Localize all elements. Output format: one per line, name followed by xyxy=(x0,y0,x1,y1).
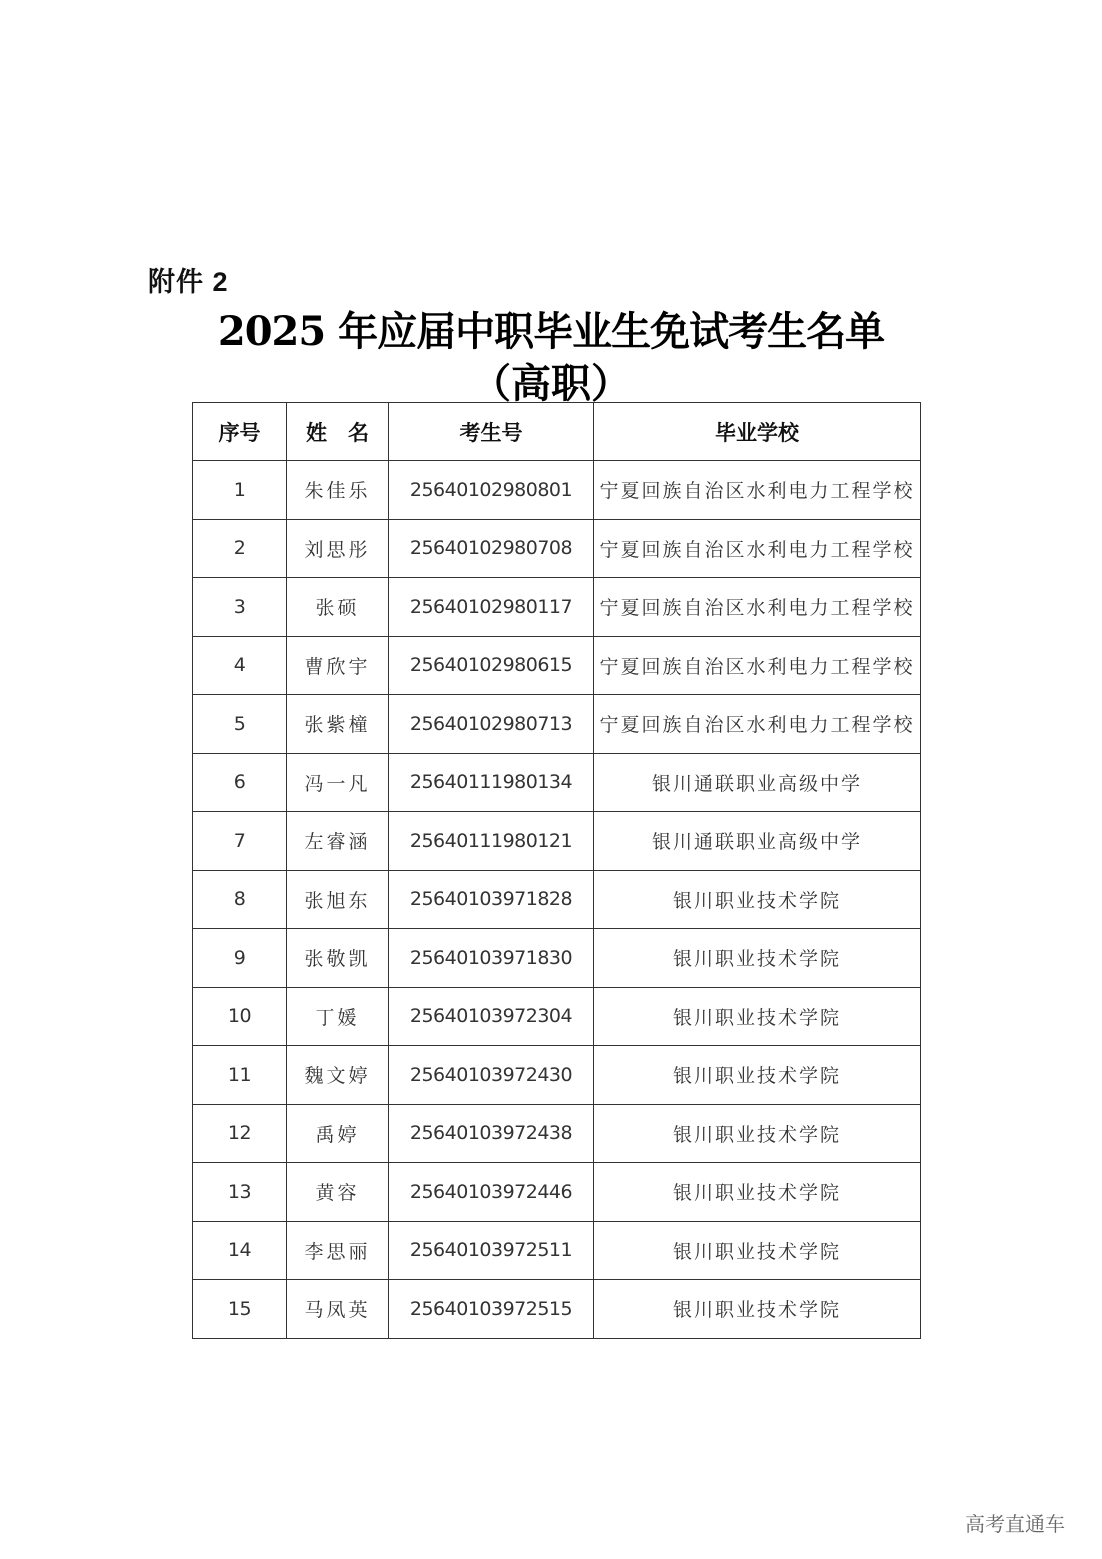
cell-exam-id: 25640103972438 xyxy=(389,1104,594,1163)
header-school: 毕业学校 xyxy=(594,403,921,461)
cell-name: 左睿涵 xyxy=(287,812,389,871)
table-row xyxy=(193,695,921,754)
cell-index: 5 xyxy=(193,695,287,754)
cell-exam-id: 25640111980134 xyxy=(389,753,594,812)
table-body xyxy=(193,461,921,1339)
table-row xyxy=(193,1104,921,1163)
cell-school: 宁夏回族自治区水利电力工程学校 xyxy=(594,695,921,754)
table-row xyxy=(193,1046,921,1105)
cell-name: 张旭东 xyxy=(287,870,389,929)
cell-name: 朱佳乐 xyxy=(287,461,389,520)
student-roster-table xyxy=(192,402,921,1339)
cell-name: 曹欣宇 xyxy=(287,636,389,695)
cell-school: 宁夏回族自治区水利电力工程学校 xyxy=(594,519,921,578)
watermark-text: 高考直通车 xyxy=(965,1512,1065,1536)
cell-name: 魏文婷 xyxy=(287,1046,389,1105)
cell-exam-id: 25640102980117 xyxy=(389,578,594,637)
cell-name: 李思丽 xyxy=(287,1221,389,1280)
table-row xyxy=(193,870,921,929)
cell-school: 宁夏回族自治区水利电力工程学校 xyxy=(594,461,921,520)
cell-school: 宁夏回族自治区水利电力工程学校 xyxy=(594,578,921,637)
table-row xyxy=(193,461,921,520)
cell-exam-id: 25640102980713 xyxy=(389,695,594,754)
header-name: 姓 名 xyxy=(287,403,389,461)
table-row xyxy=(193,636,921,695)
cell-index: 9 xyxy=(193,929,287,988)
cell-exam-id: 25640103972304 xyxy=(389,987,594,1046)
cell-index: 11 xyxy=(193,1046,287,1105)
cell-exam-id: 25640111980121 xyxy=(389,812,594,871)
table-row xyxy=(193,929,921,988)
cell-exam-id: 25640103972446 xyxy=(389,1163,594,1222)
cell-name: 张敬凯 xyxy=(287,929,389,988)
cell-school: 宁夏回族自治区水利电力工程学校 xyxy=(594,636,921,695)
cell-exam-id: 25640102980708 xyxy=(389,519,594,578)
cell-exam-id: 25640103971828 xyxy=(389,870,594,929)
cell-name: 丁媛 xyxy=(287,987,389,1046)
table-row xyxy=(193,812,921,871)
table-row xyxy=(193,1280,921,1339)
cell-school: 银川通联职业高级中学 xyxy=(594,812,921,871)
cell-index: 13 xyxy=(193,1163,287,1222)
cell-name: 刘思彤 xyxy=(287,519,389,578)
cell-index: 6 xyxy=(193,753,287,812)
cell-index: 2 xyxy=(193,519,287,578)
cell-exam-id: 25640102980801 xyxy=(389,461,594,520)
table-row xyxy=(193,1163,921,1222)
document-title: 2025 年应届中职毕业生免试考生名单 xyxy=(217,308,885,355)
attachment-label: 附件 2 xyxy=(148,267,229,297)
table-row xyxy=(193,1221,921,1280)
cell-name: 黄容 xyxy=(287,1163,389,1222)
cell-name: 马凤英 xyxy=(287,1280,389,1339)
cell-exam-id: 25640103971830 xyxy=(389,929,594,988)
cell-school: 银川职业技术学院 xyxy=(594,1046,921,1105)
cell-index: 4 xyxy=(193,636,287,695)
cell-exam-id: 25640103972515 xyxy=(389,1280,594,1339)
cell-school: 银川职业技术学院 xyxy=(594,1104,921,1163)
table-row xyxy=(193,753,921,812)
cell-name: 张硕 xyxy=(287,578,389,637)
cell-name: 冯一凡 xyxy=(287,753,389,812)
cell-school: 银川职业技术学院 xyxy=(594,1163,921,1222)
table-row xyxy=(193,987,921,1046)
cell-school: 银川职业技术学院 xyxy=(594,1221,921,1280)
cell-index: 3 xyxy=(193,578,287,637)
cell-exam-id: 25640103972511 xyxy=(389,1221,594,1280)
table-row xyxy=(193,519,921,578)
cell-school: 银川职业技术学院 xyxy=(594,870,921,929)
cell-school: 银川通联职业高级中学 xyxy=(594,753,921,812)
cell-school: 银川职业技术学院 xyxy=(594,929,921,988)
cell-school: 银川职业技术学院 xyxy=(594,1280,921,1339)
cell-exam-id: 25640103972430 xyxy=(389,1046,594,1105)
cell-school: 银川职业技术学院 xyxy=(594,987,921,1046)
cell-name: 张紫橦 xyxy=(287,695,389,754)
cell-name: 禹婷 xyxy=(287,1104,389,1163)
header-row xyxy=(193,403,921,461)
document-subtitle: （高职） xyxy=(471,360,631,407)
cell-index: 10 xyxy=(193,987,287,1046)
cell-index: 14 xyxy=(193,1221,287,1280)
table-row xyxy=(193,578,921,637)
cell-index: 8 xyxy=(193,870,287,929)
table-header xyxy=(193,403,921,461)
header-index: 序号 xyxy=(193,403,287,461)
cell-exam-id: 25640102980615 xyxy=(389,636,594,695)
header-exam-id: 考生号 xyxy=(389,403,594,461)
cell-index: 1 xyxy=(193,461,287,520)
cell-index: 12 xyxy=(193,1104,287,1163)
cell-index: 7 xyxy=(193,812,287,871)
cell-index: 15 xyxy=(193,1280,287,1339)
